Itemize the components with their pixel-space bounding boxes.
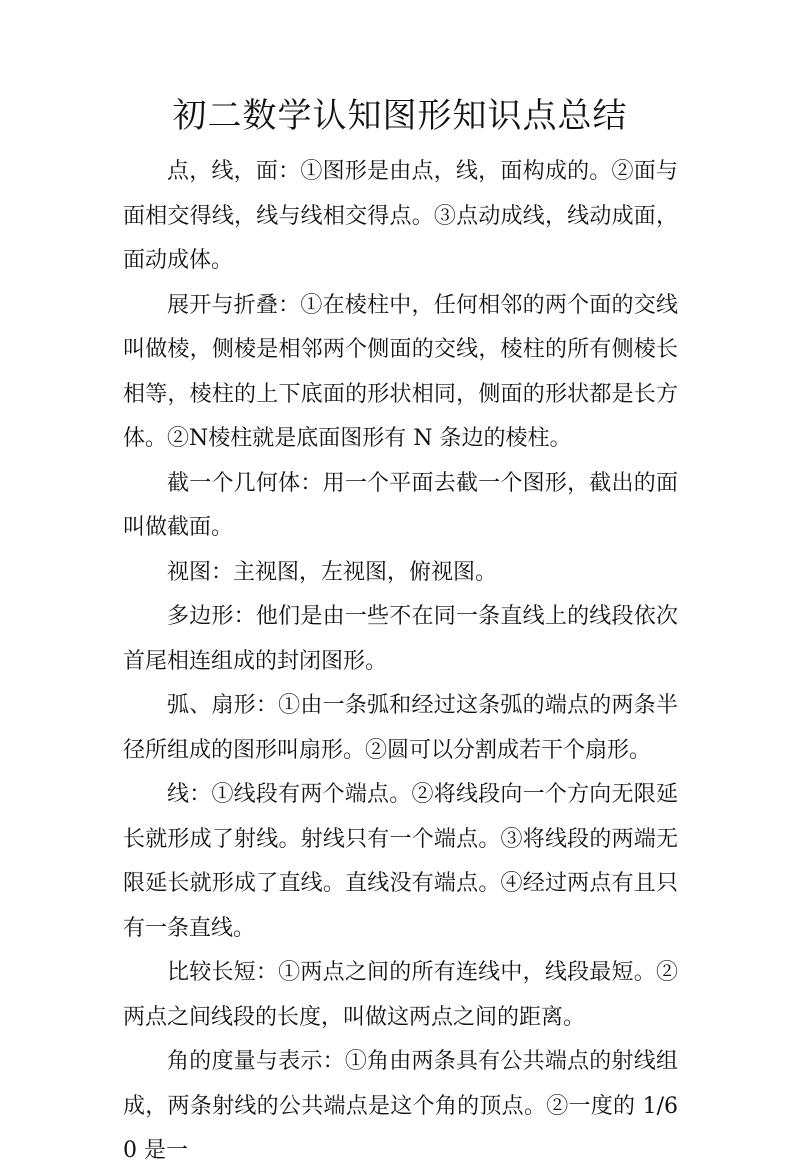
paragraph-lines: 线：①线段有两个端点。②将线段向一个方向无限延长就形成了射线。射线只有一个端点。③将线段的两端无限延长就形成了直线。直线没有端点。④经过两点有且只有一条直线。 [123,782,678,941]
paragraph-points-lines-planes: 点，线，面：①图形是由点，线，面构成的。②面与面相交得线，线与线相交得点。③点动成线，线动成面，面动成体。 [123,159,678,273]
page-title: 初二数学认知图形知识点总结 [172,96,628,136]
paragraph-unfold-fold: 展开与折叠：①在棱柱中，任何相邻的两个面的交线叫做棱，侧棱是相邻两个侧面的交线，棱柱的所有侧棱长相等，棱柱的上下底面的形状相同，侧面的形状都是长方体。②N棱柱就是底面图形有 N 条边的棱柱。 [123,292,678,451]
paragraph-arc-sector: 弧、扇形：①由一条弧和经过这条弧的端点的两条半径所组成的图形叫扇形。②圆可以分割成若干个扇形。 [123,693,678,763]
paragraph-views: 视图：主视图，左视图，俯视图。 [167,559,498,585]
document-body [123,150,678,1174]
paragraph-cross-section: 截一个几何体：用一个平面去截一个图形，截出的面叫做截面。 [123,470,678,540]
paragraph-angle-measure: 角的度量与表示：①角由两条具有公共端点的射线组成，两条射线的公共端点是这个角的顶点。②一度的 1/60 是一 [123,1049,678,1163]
paragraph-polygon: 多边形：他们是由一些不在同一条直线上的线段依次首尾相连组成的封闭图形。 [123,604,678,674]
paragraph-compare-length: 比较长短：①两点之间的所有连线中，线段最短。②两点之间线段的长度，叫做这两点之间的距离。 [123,960,678,1030]
